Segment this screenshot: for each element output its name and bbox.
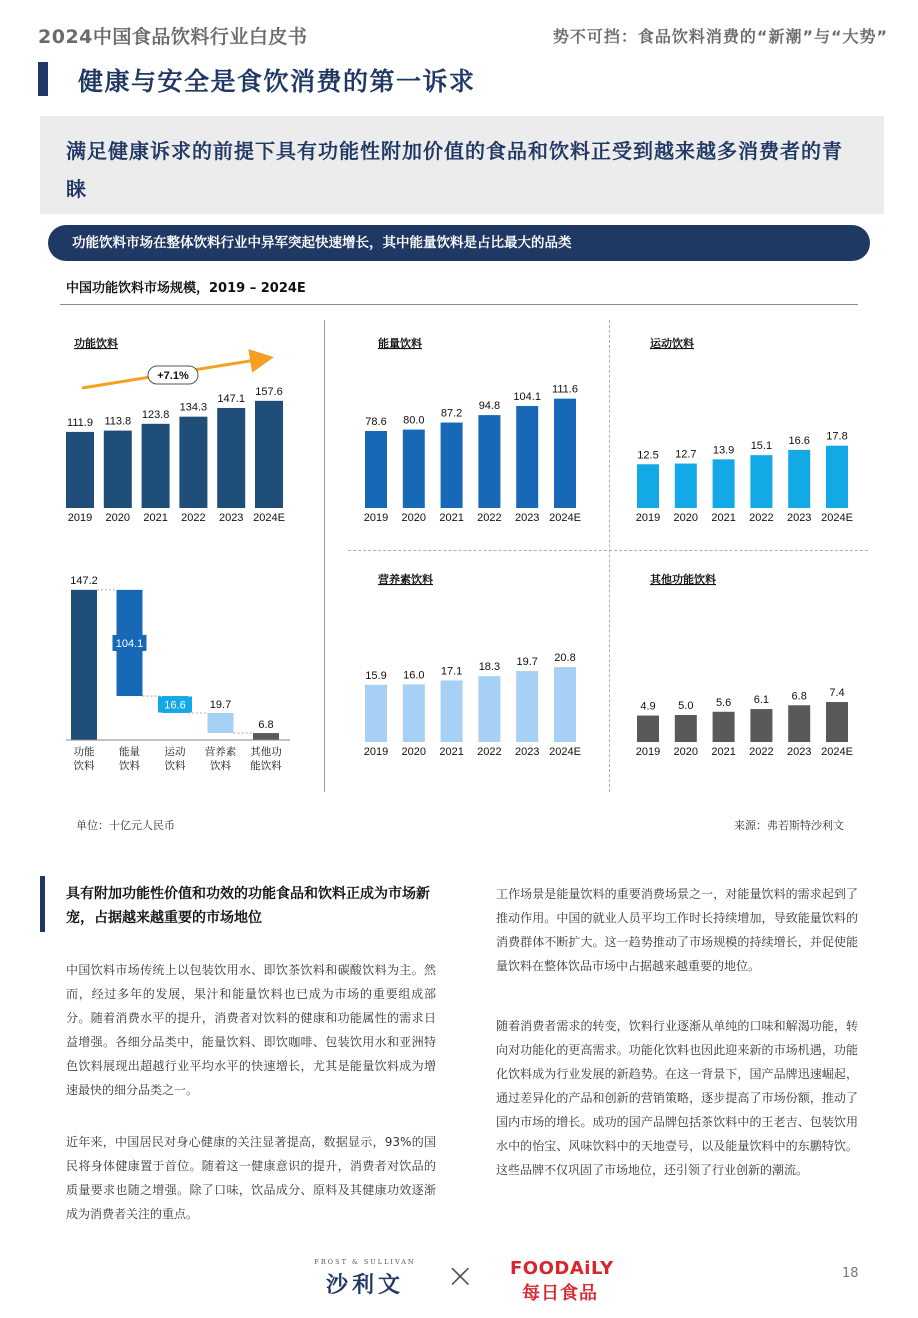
body-paragraph: 中国饮料市场传统上以包装饮用水、即饮茶饮料和碳酸饮料为主。然而，经过多年的发展，果汁和能量饮料也已成为市场的重要组成部分。随着消费水平的提升，消费者对饮料的健康和功能属性的需求日益增强。各细分品类中，能量饮料、即饮咖啡、包装饮用水和亚洲特色饮料展现出超越行业平均水平的快速增长，尤其是能量饮料成为增速最快的细分品类之一。	[66, 963, 436, 1097]
waterfall-tick-label: 运动	[164, 746, 186, 758]
tick-label: 2022	[749, 512, 774, 524]
data-label: 78.6	[365, 415, 387, 428]
chart-title: 中国功能饮料市场规模，2019 – 2024E	[66, 281, 306, 296]
tick-label: 2020	[673, 512, 699, 524]
bar	[142, 424, 170, 508]
bar	[441, 423, 463, 508]
bar	[788, 705, 810, 742]
bar	[554, 399, 576, 508]
waterfall-tick-label: 功能	[73, 746, 95, 758]
frost-sullivan-logo-wordmark: FROST & SULLIVAN	[314, 1258, 416, 1266]
cagr-label: +7.1%	[157, 370, 189, 382]
tick-label: 2019	[363, 746, 389, 758]
data-label: 134.3	[179, 401, 208, 414]
tick-label: 2020	[401, 746, 427, 758]
tick-label: 2021	[143, 512, 168, 524]
data-label: 147.1	[217, 392, 245, 405]
data-label: 18.3	[478, 661, 501, 674]
waterfall-tick-label: 其他功	[250, 746, 282, 758]
waterfall-tick-label: 饮料	[73, 760, 95, 772]
panel-title: 运动饮料	[650, 338, 694, 350]
frost-sullivan-logo	[300, 1258, 430, 1299]
tick-label: 2020	[401, 512, 427, 524]
waterfall-tick-label: 饮料	[164, 760, 186, 772]
bar	[104, 431, 132, 508]
bar	[66, 432, 94, 508]
bar	[675, 715, 697, 742]
tick-label: 2024E	[549, 512, 581, 524]
data-label: 6.8	[791, 690, 807, 703]
bar	[750, 709, 772, 742]
data-label: 104.1	[513, 390, 541, 403]
data-label: 80.0	[403, 414, 425, 427]
bar	[713, 712, 735, 742]
body-paragraph: 工作场景是能量饮料的重要消费场景之一，对能量饮料的需求起到了推动作用。中国的就业人员平均工作时长持续增加，导致能量饮料的消费群体不断扩大。这一趋势推动了市场规模的持续增长，并促使能量饮料在整体饮品市场中占据越来越重要的地位。	[496, 887, 858, 973]
tick-label: 2019	[67, 512, 93, 524]
bar	[403, 430, 425, 508]
bar	[365, 431, 387, 508]
bar	[554, 667, 576, 742]
tick-label: 2020	[673, 746, 699, 758]
bar	[516, 671, 538, 742]
data-label: 123.8	[141, 408, 170, 421]
waterfall-label: 147.2	[70, 574, 98, 587]
body-paragraph: 近年来，中国居民对身心健康的关注显著提高，数据显示，93%的国民将身体健康置于首位。随着这一健康意识的提升，消费者对饮品的质量要求也随之增强。除了口味，饮品成分、原料及其健康功效逐渐成为消费者关注的重点。	[66, 1135, 436, 1221]
panel-title: 能量饮料	[378, 338, 422, 350]
bar	[403, 684, 425, 742]
data-label: 94.8	[478, 400, 501, 413]
foodaily-logo-wordmark: FOODAiLY	[510, 1258, 614, 1279]
panel-title: 营养素饮料	[378, 574, 433, 586]
bar	[675, 464, 697, 508]
foodaily-logo-chinese: 每日食品	[522, 1283, 598, 1304]
key-finding-banner: 功能饮料市场在整体饮料行业中异军突起快速增长，其中能量饮料是占比最大的品类	[48, 225, 870, 261]
tick-label: 2023	[514, 512, 540, 524]
data-label: 87.2	[440, 407, 463, 420]
tick-label: 2023	[786, 512, 812, 524]
waterfall-bar	[253, 733, 279, 740]
data-label: 20.8	[554, 652, 576, 665]
data-label: 4.9	[640, 700, 656, 713]
waterfall-tick-label: 饮料	[210, 760, 231, 772]
waterfall-label: 6.8	[258, 719, 274, 732]
data-label: 17.8	[826, 430, 848, 443]
data-label: 17.1	[440, 665, 463, 678]
waterfall-bar	[71, 590, 97, 740]
bar	[217, 408, 245, 508]
tick-label: 2023	[514, 746, 540, 758]
data-label: 113.8	[104, 415, 132, 428]
bar	[750, 455, 772, 508]
tick-label: 2024E	[549, 746, 581, 758]
tick-label: 2022	[477, 746, 502, 758]
page-title: 健康与安全是食饮消费的第一诉求	[78, 67, 476, 96]
panel-title: 其他功能饮料	[650, 574, 716, 586]
bar	[478, 676, 500, 742]
collaboration-times-icon: ×	[446, 1256, 475, 1296]
data-label: 157.6	[255, 385, 283, 398]
waterfall-label: 104.1	[115, 637, 144, 650]
bar	[826, 702, 848, 742]
section-accent-bar	[40, 876, 45, 932]
data-label: 15.9	[365, 669, 387, 682]
waterfall-label: 16.6	[164, 699, 186, 712]
tick-label: 2019	[635, 512, 661, 524]
data-label: 6.1	[753, 694, 770, 707]
bar	[255, 401, 283, 508]
tick-label: 2024E	[821, 746, 853, 758]
tick-label: 2022	[749, 746, 774, 758]
data-label: 16.0	[403, 669, 425, 682]
tick-label: 2021	[711, 746, 736, 758]
data-label: 13.9	[712, 444, 735, 457]
tick-label: 2019	[363, 512, 389, 524]
tick-label: 2023	[218, 512, 244, 524]
page-number: 18	[842, 1266, 859, 1281]
waterfall-bar	[208, 713, 234, 733]
tick-label: 2021	[439, 746, 464, 758]
data-label: 5.6	[715, 696, 732, 709]
data-label: 111.6	[552, 383, 578, 396]
data-label: 12.7	[675, 448, 697, 461]
report-title: 2024中国食品饮料行业白皮书	[38, 26, 308, 48]
waterfall-tick-label: 营养素	[204, 746, 237, 758]
body-paragraph: 随着消费者需求的转变，饮料行业逐渐从单纯的口味和解渴功能，转向对功能化的更高需求。功能化饮料也因此迎来新的市场机遇，功能化饮料成为行业发展的新趋势。在这一背景下，国产品牌迅速崛起，通过差异化的产品和创新的营销策略，逐步提高了市场份额，推动了国内市场的增长。成功的国产品牌包括茶饮料中的王老吉、包装饮用水中的怡宝、风味饮料中的天地壹号，以及能量饮料中的东鹏特饮。这些品牌不仅巩固了市场地位，还引领了行业创新的潮流。	[496, 1019, 858, 1177]
tick-label: 2020	[105, 512, 131, 524]
data-label: 5.0	[678, 700, 694, 712]
bar	[637, 464, 659, 508]
bar	[441, 680, 463, 742]
subtitle-text: 满足健康诉求的前提下具有功能性附加价值的食品和饮料正受到越来越多消费者的青睐	[66, 139, 843, 201]
bar	[788, 450, 810, 508]
panel-title: 功能饮料	[74, 338, 118, 350]
bar	[516, 406, 538, 508]
tick-label: 2021	[711, 512, 736, 524]
frost-sullivan-logo-chinese: 沙利文	[325, 1273, 404, 1298]
bar	[637, 716, 659, 742]
foodaily-logo	[510, 1258, 614, 1305]
tick-label: 2024E	[821, 512, 853, 524]
waterfall-tick-label: 能饮料	[250, 760, 282, 772]
tick-label: 2022	[181, 512, 206, 524]
bar	[713, 459, 735, 508]
source-note: 来源：弗若斯特沙利文	[734, 819, 844, 832]
data-label: 7.4	[829, 687, 845, 700]
data-label: 15.1	[750, 440, 773, 453]
data-label: 16.6	[788, 434, 810, 447]
tick-label: 2024E	[253, 512, 285, 524]
waterfall-tick-label: 饮料	[119, 760, 140, 772]
section-title: 具有附加功能性价值和功效的功能食品和饮料正成为市场新宠，占据越来越重要的市场地位	[66, 886, 430, 926]
report-tagline: 势不可挡：食品饮料消费的“新潮”与“大势”	[552, 27, 888, 46]
bar	[179, 417, 207, 508]
unit-note: 单位：十亿元人民币	[76, 819, 175, 832]
tick-label: 2022	[477, 512, 502, 524]
bar	[365, 685, 387, 742]
waterfall-tick-label: 能量	[119, 746, 140, 758]
data-label: 12.5	[637, 449, 659, 462]
data-label: 19.7	[516, 656, 538, 669]
bar	[826, 446, 848, 508]
tick-label: 2023	[786, 746, 812, 758]
waterfall-label: 19.7	[209, 698, 232, 711]
tick-label: 2019	[635, 746, 661, 758]
bar	[478, 415, 500, 508]
tick-label: 2021	[439, 512, 464, 524]
data-label: 111.9	[67, 416, 93, 429]
